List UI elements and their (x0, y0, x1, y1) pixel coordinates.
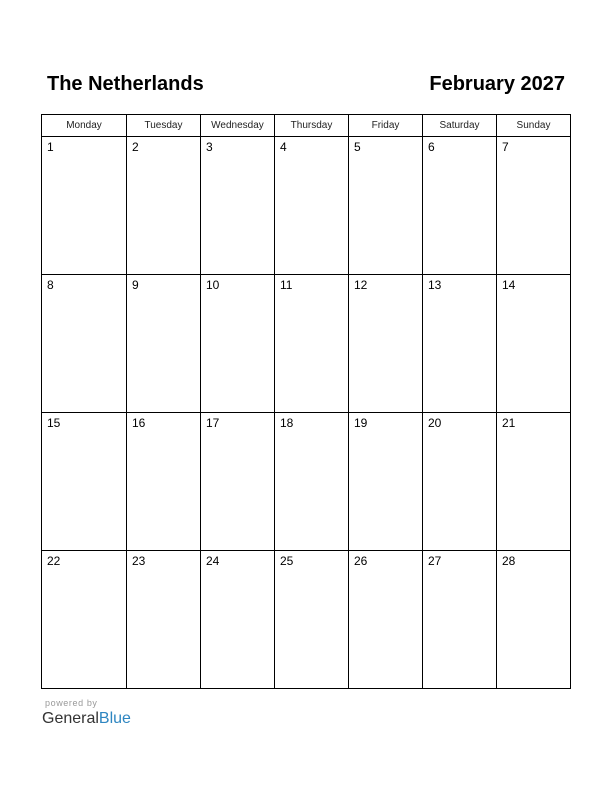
day-number: 6 (428, 140, 435, 154)
day-number: 3 (206, 140, 213, 154)
day-cell (349, 551, 423, 689)
day-cell (201, 275, 275, 413)
day-number: 8 (47, 278, 54, 292)
day-cell (201, 137, 275, 275)
week-row-1 (42, 137, 571, 275)
day-cell (201, 413, 275, 551)
calendar-grid (41, 114, 571, 691)
day-number: 24 (206, 554, 220, 568)
day-number: 21 (502, 416, 516, 430)
day-cell (275, 413, 349, 551)
day-number: 10 (206, 278, 220, 292)
calendar-header (41, 70, 571, 98)
day-number: 5 (354, 140, 361, 154)
day-number: 2 (132, 140, 139, 154)
day-number: 25 (280, 554, 294, 568)
day-number: 9 (132, 278, 139, 292)
day-number: 16 (132, 416, 146, 430)
day-cell (497, 413, 571, 551)
weekday-monday: Monday (42, 115, 127, 137)
weekday-thursday: Thursday (275, 115, 349, 137)
day-cell (42, 137, 127, 275)
day-number: 27 (428, 554, 442, 568)
day-cell (423, 551, 497, 689)
day-cell (349, 275, 423, 413)
brand-footer (42, 698, 162, 734)
day-cell (423, 275, 497, 413)
month-title: February 2027 (429, 73, 565, 95)
day-number: 22 (47, 554, 61, 568)
day-cell (423, 413, 497, 551)
day-cell (127, 551, 201, 689)
weekday-saturday: Saturday (423, 115, 497, 137)
week-row-3 (42, 413, 571, 551)
day-cell (497, 137, 571, 275)
day-number: 4 (280, 140, 287, 154)
week-row-2 (42, 275, 571, 413)
weekday-sunday: Sunday (497, 115, 571, 137)
day-cell (127, 137, 201, 275)
weekday-tuesday: Tuesday (127, 115, 201, 137)
day-cell (497, 551, 571, 689)
brand-logo[interactable] (42, 709, 131, 729)
brand-name-blue: Blue (98, 710, 131, 727)
weekday-wednesday: Wednesday (201, 115, 275, 137)
day-number: 20 (428, 416, 442, 430)
country-title: The Netherlands (47, 73, 204, 95)
day-cell (127, 413, 201, 551)
day-number: 28 (502, 554, 516, 568)
day-cell (201, 551, 275, 689)
day-number: 13 (428, 278, 442, 292)
day-number: 12 (354, 278, 368, 292)
day-number: 19 (354, 416, 368, 430)
day-number: 1 (47, 140, 54, 154)
day-number: 18 (280, 416, 294, 430)
day-cell (497, 275, 571, 413)
day-number: 14 (502, 278, 516, 292)
weekday-friday: Friday (349, 115, 423, 137)
week-row-4 (42, 551, 571, 689)
day-number: 26 (354, 554, 368, 568)
day-number: 11 (280, 278, 293, 292)
day-cell (275, 137, 349, 275)
day-cell (275, 275, 349, 413)
day-cell (42, 413, 127, 551)
day-cell (349, 413, 423, 551)
day-number: 17 (206, 416, 220, 430)
day-cell (275, 551, 349, 689)
calendar-table (41, 114, 571, 689)
day-cell (42, 275, 127, 413)
day-cell (423, 137, 497, 275)
day-number: 23 (132, 554, 146, 568)
day-cell (349, 137, 423, 275)
weekday-header-row (42, 115, 571, 137)
powered-by-text: powered by (45, 698, 98, 708)
day-cell (127, 275, 201, 413)
day-number: 7 (502, 140, 509, 154)
brand-name-general: General (42, 710, 99, 727)
day-number: 15 (47, 416, 61, 430)
day-cell (42, 551, 127, 689)
